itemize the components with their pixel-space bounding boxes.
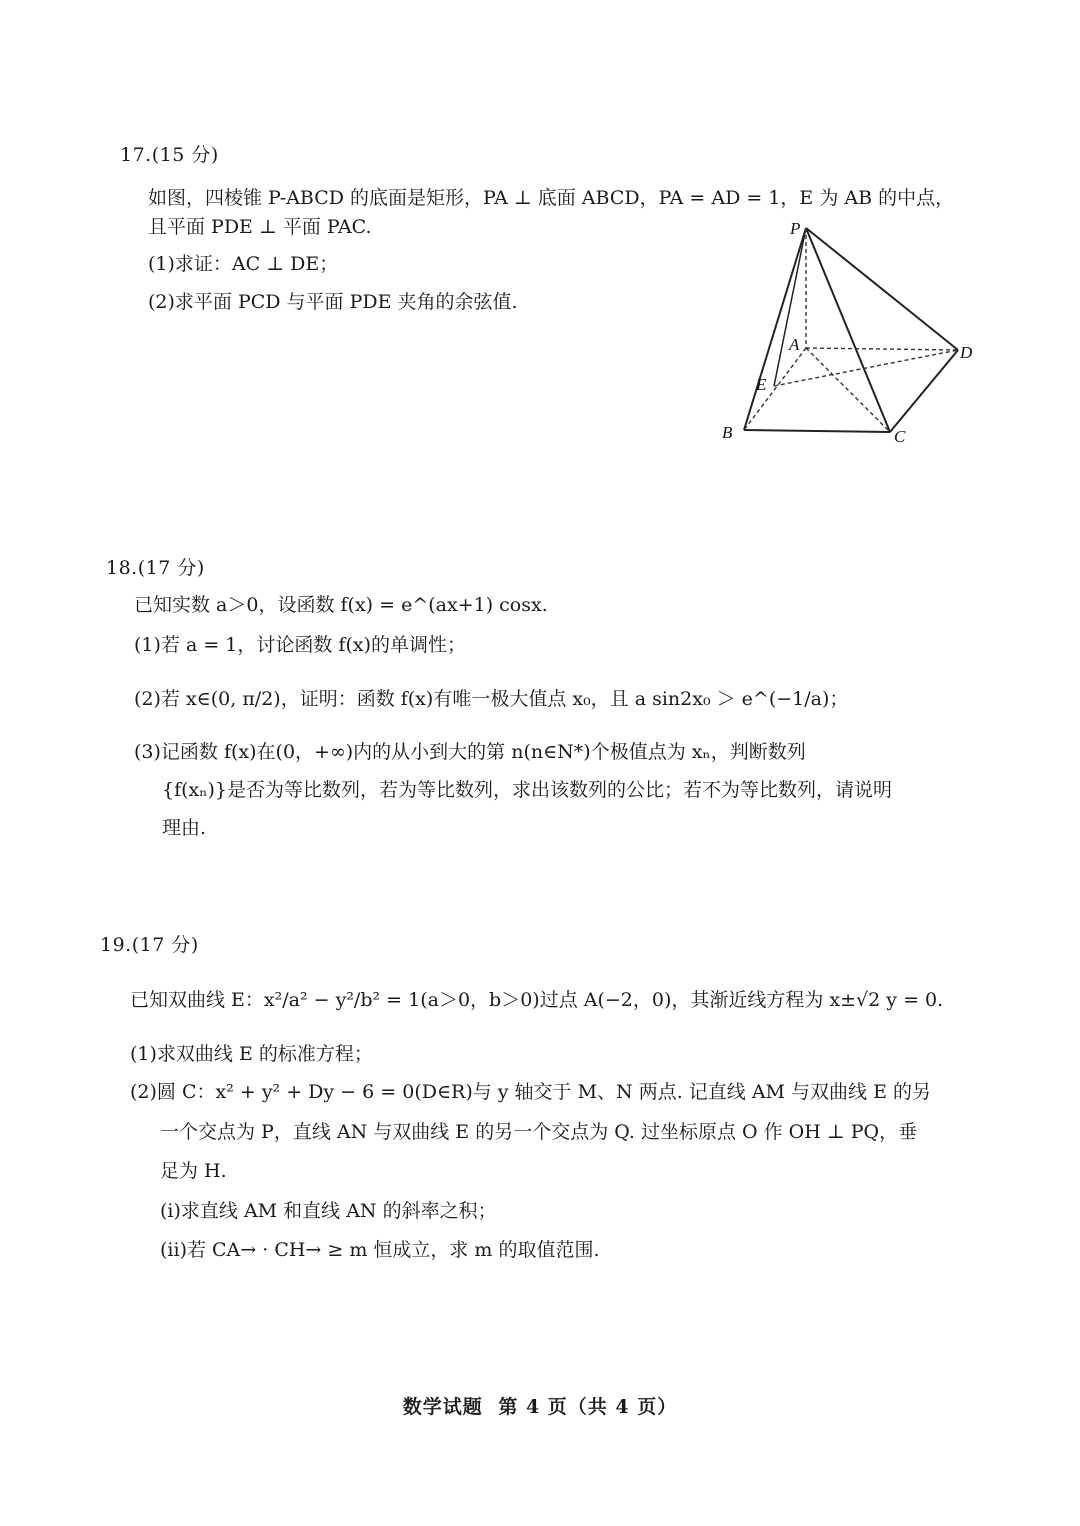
question-19-part-2-line-3: 足为 H. bbox=[160, 1160, 227, 1182]
question-18-part-1: (1)若 a = 1，讨论函数 f(x)的单调性； bbox=[134, 634, 466, 656]
question-19-part-2-line-2: 一个交点为 P，直线 AN 与双曲线 E 的另一个交点为 Q. 过坐标原点 O 作 OH ⊥ PQ，垂 bbox=[160, 1121, 918, 1143]
question-19-subpart-ii: (ii)若 CA→ · CH→ ≥ m 恒成立，求 m 的取值范围. bbox=[160, 1239, 600, 1261]
label-b: B bbox=[722, 423, 733, 442]
question-17-line-2: 且平面 PDE ⊥ 平面 PAC. bbox=[148, 216, 372, 238]
question-19-line-1: 已知双曲线 E：x²/a² − y²/b² = 1(a＞0，b＞0)过点 A(−2，0)，其渐近线方程为 x±√2 y = 0. bbox=[130, 989, 944, 1011]
edge-pd bbox=[806, 228, 958, 350]
edge-ab bbox=[744, 348, 806, 430]
label-e: E bbox=[756, 375, 767, 394]
edge-ac bbox=[806, 348, 890, 432]
edge-bc bbox=[744, 430, 890, 432]
footer-page-number: 第 4 页（共 4 页） bbox=[498, 1396, 678, 1418]
edge-ad bbox=[806, 348, 958, 350]
question-17-part-1: (1)求证：AC ⊥ DE； bbox=[148, 253, 339, 275]
question-17-number: 17.(15 分) bbox=[120, 144, 219, 166]
edge-cd bbox=[890, 350, 958, 432]
question-18-part-3-line-3: 理由. bbox=[162, 817, 207, 839]
label-a: A bbox=[789, 335, 800, 354]
question-19-part-1: (1)求双曲线 E 的标准方程； bbox=[130, 1043, 373, 1065]
label-c: C bbox=[894, 427, 906, 446]
question-18-part-3-line-1: (3)记函数 f(x)在(0，+∞)内的从小到大的第 n(n∈N*)个极值点为 xₙ，判断数列 bbox=[134, 741, 806, 763]
edge-pb bbox=[744, 228, 806, 430]
question-19-subpart-i: (i)求直线 AM 和直线 AN 的斜率之积； bbox=[160, 1200, 497, 1222]
question-18-number: 18.(17 分) bbox=[106, 557, 205, 579]
question-17-part-2: (2)求平面 PCD 与平面 PDE 夹角的余弦值. bbox=[148, 291, 518, 313]
label-p: P bbox=[790, 219, 801, 238]
edge-pc bbox=[806, 228, 890, 432]
page-footer bbox=[0, 1392, 1080, 1419]
question-19-number: 19.(17 分) bbox=[100, 934, 199, 956]
pyramid-figure bbox=[712, 212, 992, 452]
question-18-line-1: 已知实数 a＞0，设函数 f(x) = e^(ax+1) cosx. bbox=[134, 594, 548, 616]
footer-subject: 数学试题 bbox=[402, 1396, 483, 1418]
question-18-part-3-line-2: {f(xₙ)}是否为等比数列，若为等比数列，求出该数列的公比；若不为等比数列，请说明 bbox=[162, 779, 892, 801]
question-17-line-1: 如图，四棱锥 P-ABCD 的底面是矩形，PA ⊥ 底面 ABCD，PA = AD = 1，E 为 AB 的中点， bbox=[148, 187, 955, 209]
question-18-part-2: (2)若 x∈(0, π/2)，证明：函数 f(x)有唯一极大值点 x₀，且 a sin2x₀ ＞ e^(−1/a)； bbox=[134, 688, 849, 710]
label-d: D bbox=[960, 343, 973, 362]
edge-pe bbox=[774, 228, 806, 386]
question-19-part-2-line-1: (2)圆 C：x² + y² + Dy − 6 = 0(D∈R)与 y 轴交于 M、N 两点. 记直线 AM 与双曲线 E 的另 bbox=[130, 1081, 931, 1103]
edge-de bbox=[774, 350, 958, 386]
